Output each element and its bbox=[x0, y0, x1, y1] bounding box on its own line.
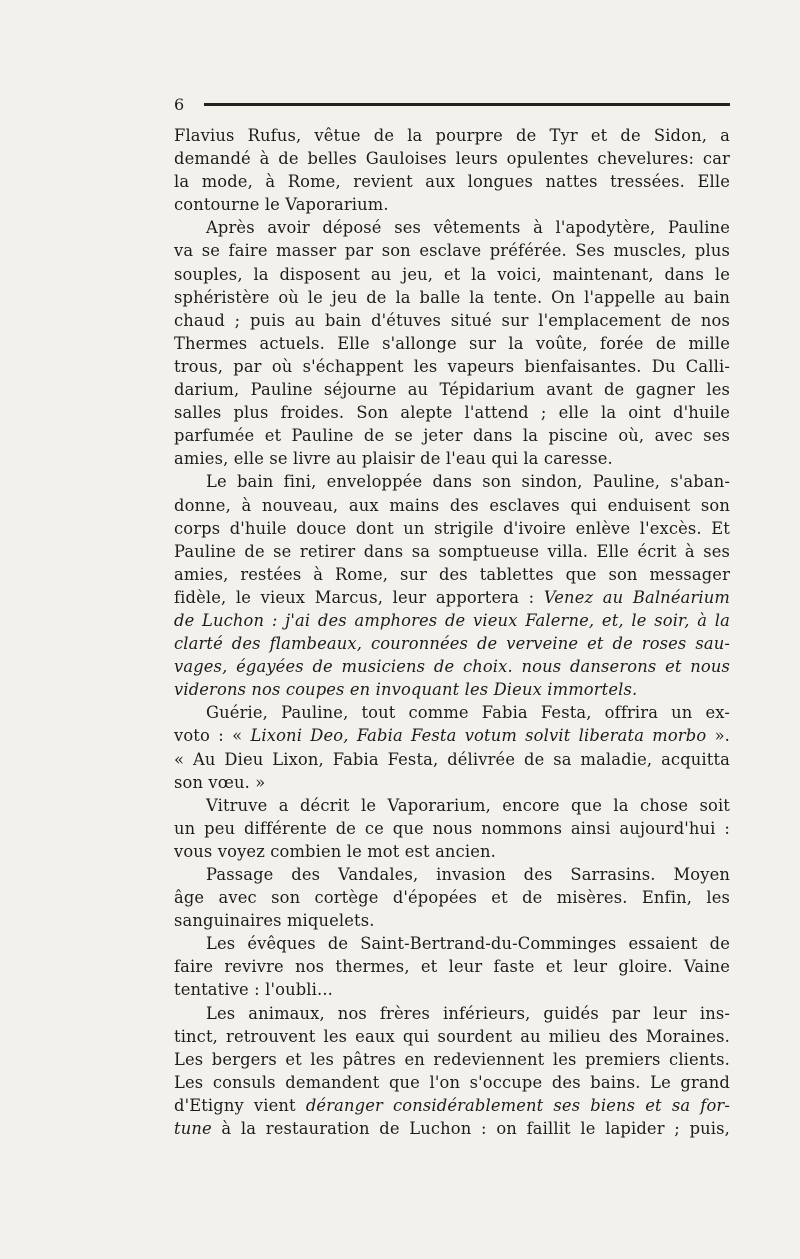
header-rule bbox=[204, 103, 730, 106]
text-segment: son vœu. » bbox=[174, 772, 266, 792]
text-segment: un peu différente de ce que nous nommons ainsi aujourd'hui : bbox=[174, 818, 730, 838]
text-segment: sphéristère où le jeu de la balle la tente. On l'appelle au bain bbox=[174, 287, 730, 307]
text-line bbox=[174, 263, 730, 286]
text-line bbox=[174, 1002, 730, 1025]
text-line bbox=[174, 1048, 730, 1071]
page-number: 6 bbox=[174, 94, 185, 114]
text-segment: souples, la disposent au jeu, et la voici, maintenant, dans le bbox=[174, 264, 730, 284]
text-line bbox=[174, 355, 730, 378]
text-segment: Pauline de se retirer dans sa somptueuse villa. Elle écrit à ses bbox=[174, 541, 730, 561]
text-line bbox=[174, 678, 730, 701]
body-text bbox=[174, 124, 730, 1140]
text-segment: contourne le Vaporarium. bbox=[174, 195, 389, 215]
text-segment: « Au Dieu Lixon, Fabia Festa, délivrée de sa maladie, acquitta bbox=[174, 749, 730, 769]
text-line bbox=[174, 909, 730, 932]
text-segment: parfumée et Pauline de se jeter dans la piscine où, avec ses bbox=[174, 426, 730, 446]
text-segment: Le bain fini, enveloppée dans son sindon, Pauline, s'aban- bbox=[206, 472, 730, 492]
text-segment: donne, à nouveau, aux mains des esclaves qui enduisent son bbox=[174, 495, 730, 515]
text-segment: d'Etigny vient bbox=[174, 1095, 306, 1115]
text-line bbox=[174, 632, 730, 655]
text-line bbox=[174, 1094, 730, 1117]
text-segment: faire revivre nos thermes, et leur faste et leur gloire. Vaine bbox=[174, 957, 730, 977]
text-line bbox=[174, 748, 730, 771]
text-line bbox=[174, 609, 730, 632]
text-segment: tentative : l'oubli... bbox=[174, 980, 333, 1000]
text-segment: Flavius Rufus, vêtue de la pourpre de Tyr et de Sidon, a bbox=[174, 126, 730, 145]
text-segment: sanguinaires miquelets. bbox=[174, 911, 375, 931]
text-segment: tinct, retrouvent les eaux qui sourdent au milieu des Moraines. bbox=[174, 1026, 730, 1046]
italic-text: viderons nos coupes en invoquant les Dieux immortels. bbox=[174, 680, 638, 700]
text-segment: salles plus froides. Son alepte l'attend ; elle la oint d'huile bbox=[174, 403, 730, 423]
text-segment: Les consuls demandent que l'on s'occupe des bains. Le grand bbox=[174, 1072, 730, 1092]
text-line bbox=[174, 886, 730, 909]
text-segment: voto : « bbox=[174, 726, 251, 746]
italic-text: tune bbox=[174, 1119, 212, 1139]
text-line bbox=[174, 817, 730, 840]
text-segment: Les évêques de Saint-Bertrand-du-Comminges essaient de bbox=[206, 934, 730, 954]
text-segment: chaud ; puis au bain d'étuves situé sur l'emplacement de nos bbox=[174, 310, 730, 330]
text-line bbox=[174, 724, 730, 747]
text-line bbox=[174, 286, 730, 309]
text-line bbox=[174, 655, 730, 678]
text-line bbox=[174, 771, 730, 794]
text-line bbox=[174, 170, 730, 193]
italic-text: vages, égayées de musiciens de choix. nous danserons et nous bbox=[174, 657, 730, 677]
text-line bbox=[174, 978, 730, 1001]
text-line bbox=[174, 794, 730, 817]
text-segment: Après avoir déposé ses vêtements à l'apodytère, Pauline bbox=[206, 218, 730, 238]
text-segment: amies, elle se livre au plaisir de l'eau qui la caresse. bbox=[174, 449, 613, 469]
text-segment: darium, Pauline séjourne au Tépidarium avant de gagner les bbox=[174, 380, 730, 400]
text-line bbox=[174, 124, 730, 147]
text-segment: la mode, à Rome, revient aux longues nattes tressées. Elle bbox=[174, 172, 730, 192]
text-line bbox=[174, 447, 730, 470]
italic-text: déranger considérablement ses biens et sa for- bbox=[305, 1095, 730, 1115]
text-segment: va se faire masser par son esclave préférée. Ses muscles, plus bbox=[174, 241, 730, 261]
text-line bbox=[174, 494, 730, 517]
text-line bbox=[174, 216, 730, 239]
text-line bbox=[174, 955, 730, 978]
text-segment: amies, restées à Rome, sur des tablettes que son messager bbox=[174, 564, 730, 584]
text-line bbox=[174, 586, 730, 609]
text-segment: vous voyez combien le mot est ancien. bbox=[174, 841, 496, 861]
text-segment: trous, par où s'échappent les vapeurs bienfaisantes. Du Calli- bbox=[174, 356, 730, 376]
text-line bbox=[174, 1117, 730, 1140]
text-segment: corps d'huile douce dont un strigile d'ivoire enlève l'excès. Et bbox=[174, 518, 730, 538]
text-line bbox=[174, 470, 730, 493]
text-segment: âge avec son cortège d'épopées et de misères. Enfin, les bbox=[174, 888, 730, 908]
italic-text: Lixoni Deo, Fabia Festa votum solvit liberata morbo bbox=[250, 726, 707, 746]
text-line bbox=[174, 517, 730, 540]
text-line bbox=[174, 309, 730, 332]
text-line bbox=[174, 147, 730, 170]
page-header bbox=[174, 94, 730, 114]
text-line bbox=[174, 424, 730, 447]
text-line bbox=[174, 932, 730, 955]
italic-text: Venez au Balnéarium bbox=[543, 587, 730, 607]
text-line bbox=[174, 239, 730, 262]
text-line bbox=[174, 863, 730, 886]
text-segment: demandé à de belles Gauloises leurs opulentes chevelures: car bbox=[174, 149, 730, 169]
text-line bbox=[174, 378, 730, 401]
text-segment: Thermes actuels. Elle s'allonge sur la voûte, forée de mille bbox=[174, 333, 730, 353]
text-line bbox=[174, 840, 730, 863]
text-segment: Les bergers et les pâtres en redeviennent les premiers clients. bbox=[174, 1049, 730, 1069]
text-line bbox=[174, 540, 730, 563]
italic-text: clarté des flambeaux, couronnées de verveine et de roses sau- bbox=[174, 634, 730, 654]
text-segment: fidèle, le vieux Marcus, leur apportera : bbox=[174, 587, 544, 607]
text-line bbox=[174, 193, 730, 216]
text-segment: Guérie, Pauline, tout comme Fabia Festa, offrira un ex- bbox=[206, 703, 730, 723]
text-line bbox=[174, 563, 730, 586]
text-segment: Les animaux, nos frères inférieurs, guidés par leur ins- bbox=[206, 1003, 730, 1023]
text-line bbox=[174, 1025, 730, 1048]
text-segment: ». bbox=[706, 726, 731, 746]
text-line bbox=[174, 1071, 730, 1094]
italic-text: de Luchon : j'ai des amphores de vieux Falerne, et, le soir, à la bbox=[174, 610, 730, 630]
text-line bbox=[174, 332, 730, 355]
text-line bbox=[174, 401, 730, 424]
text-segment: Vitruve a décrit le Vaporarium, encore que la chose soit bbox=[206, 795, 730, 815]
text-line bbox=[174, 701, 730, 724]
text-segment: Passage des Vandales, invasion des Sarrasins. Moyen bbox=[206, 865, 730, 884]
text-segment: à la restauration de Luchon : on faillit le lapider ; puis, bbox=[211, 1119, 730, 1139]
